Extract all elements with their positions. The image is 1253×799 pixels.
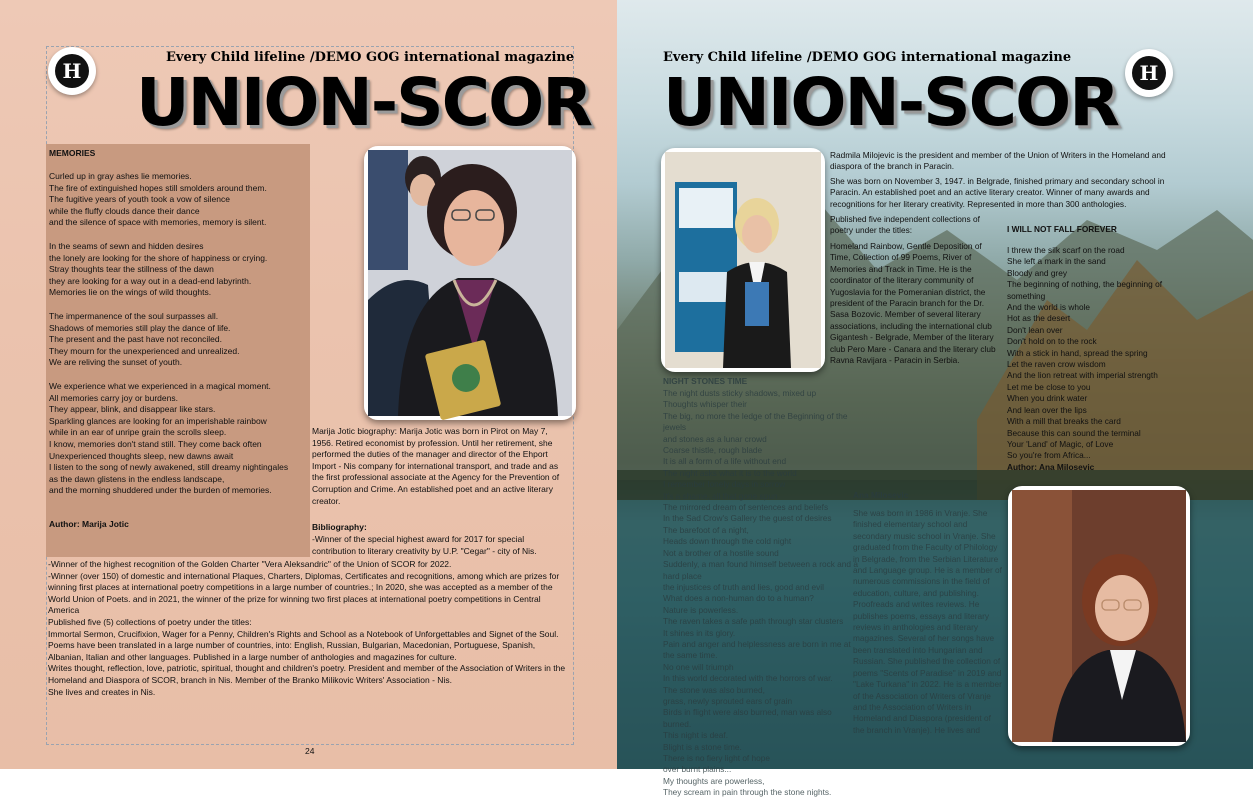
portrait-illustration (1012, 490, 1186, 742)
bibliography-first: -Winner of the special highest award for 2017 for special contribution to literary creativity by U.P. "Cegar" - city of Nis. (312, 534, 537, 556)
poem-lines-right: I threw the silk scarf on the road She left a mark in the sand Bloody and grey The beginning of nothing, the beginning of something And the world is whole Hot as the desert Don't lean over Don't hold on to the rock With a stick in hand, spread the spring Let the raven crow wisdom And the lion retreat with imperial strength Let me be close to you When you drink water And lean over the lips With a mill that breaks the card Because this can sound the terminal Your 'Land' of Magic, of Love So you're from Africa... (1007, 245, 1162, 461)
masthead-title: UNION-SCOR (136, 64, 592, 141)
marija-biography: Marija Jotic biography: Marija Jotic was born in Pirot on May 7, 1956. Retired economist by profession. Until her retirement, she performed the duties of the manager and director of the Ehport Import - Nis company for international transport, and trade and as the first professional associate at the Agency for the Prevention of Corruption and Crime. An established poet and an active literary creator. (312, 426, 560, 506)
bibliography-details: -Winner of the highest recognition of the Golden Charter "Vera Aleksandric" of the Union of SCOR for 2022. -Winner (over 150) of domestic and international Plaques, Charters, Diplomas, Certificates and recognitions, among which are prizes for winning first places at international poetry competitions in a large number of countries.; In 2020, she was accepted as a member of the World Union of Poets. and in 2021, the winner of the prize for winning two first places at international poetry competitions in Central America Published five (5) collections of poetry under the titles: Immortal Sermon, Crucifixion, Wager for a Penny, Children's Rights and School as a Notebook of Unforgettables and Signet of the Soul. Poems have been translated in a large number of countries, into: English, Russian, Bulgarian, Macedonian, Portuguese, Spanish, Albanian, Italian and other languages. Published in a large number of anthologies and magazines for culture. Writes thought, reflection, love, patriotic, spiritual, thought and children's poetry. President and member of the Association of Writers in the Homeland and Diaspora of SCOR, branch in Nis. Member of the Branko Milikovic Writers' Association - Nis. She lives and creates in Nis. (48, 559, 566, 697)
night-stones-poem: The night dusts sticky shadows, mixed up Thoughts whisper their The big, no more the ledge of the Beginning of the jewels and stones as a lunar crowd Coarse thistle, rough blade It is all a form of a life without end The night asks what it is to the world I remember lonely days in sorrow It's a shame, all that gone spun The mirrored dream of sentences and beliefs In the Sad Crow's Gallery the guest of desires The barefoot of a night, Heads down through the cold night Not a brother of a hostile sound Suddenly, a man found himself between a rock and a hard place the injustices of truth and lies, good and evil What does a non-human do to a human? Nature is powerless. The raven takes a safe path through star clusters It shines in its glory. Pain and anger and helplessness are born in me at the same time. No one will triumph In this world decorated with the horrors of war. The stone was also burned, grass, newly sprouted ears of grain Birds in flight were also burned, man was also burned. This night is deaf. Blight is a stone time. There is no fiery light of hope over burnt plains... My thoughts are powerless, They scream in pain through the stone nights. (663, 388, 858, 798)
masthead-title: UNION-SCOR (663, 64, 1119, 141)
poem-box (46, 144, 310, 557)
ana-photo (1008, 486, 1190, 746)
logo-mark: H (1132, 56, 1166, 90)
left-page (0, 0, 617, 769)
radmila-bio-born: She was born on November 3, 1947. in Belgrade, finished primary and secondary school in Paracin. An established poet and an active literary creator. Winner of many awards and recognitions for her literary creativity. Represented in more than 300 anthologies. (830, 176, 1165, 209)
magazine-line: Every Child lifeline /DEMO GOG international magazine (166, 50, 575, 65)
poem-title: MEMORIES (49, 148, 96, 158)
radmila-photo (661, 148, 825, 372)
poem-author-right: Author: Ana Milosevic (1007, 462, 1095, 472)
poem-stanza: In the seams of sewn and hidden desires the lonely are looking for the shore of happiness or crying. Stray thoughts tear the stillness of the dawn they are looking for a way out in a dead-end labyrinth. Memories lie on the wings of wild thoughts. (49, 241, 268, 298)
right-page (617, 0, 1253, 798)
poem-stanza: We experience what we experienced in a magical moment. All memories carry joy or burdens. They appear, blink, and disappear like stars. Sparkling glances are looking for an imperishable rainbow while in an ear of unripe grain the scrolls sleep. I know, memories don't stand still. They come back often Unexperienced thoughts sleep, new dawns await I listen to the song of newly awakened, still dreamy nightingales as the dawn glistens in the endless landscape, and the morning shuddered under the burden of memories. (49, 381, 289, 496)
page-number: 24 (305, 746, 315, 756)
night-stones-title: NIGHT STONES TIME (663, 376, 748, 386)
magazine-line: Every Child lifeline /DEMO GOG international magazine (663, 50, 1072, 65)
magazine-logo (48, 47, 96, 95)
radmila-collections: Homeland Rainbow, Gentle Deposition of Time, Collection of 99 Poems, River of Memories and Track in Time. He is the coordinator of the literary community of Yugoslavia for the Pomeranian district, the president of the Paracin branch for the Dr. Sasa Bozovic. Member of several literary associations, including the international club Gigantesh - Belgrade, Member of the literary club Pero Mare - Canara and the literary club Ravna Ravijara - Paracin in Serbia. (830, 241, 996, 366)
radmila-published: Published five independent collections of poetry under the titles: (830, 214, 980, 236)
logo-mark: H (55, 54, 89, 88)
ana-title: Ana Milosevic (853, 490, 909, 500)
portrait-illustration (368, 150, 572, 416)
poem-author: Author: Marija Jotic (49, 519, 129, 529)
magazine-logo (1125, 49, 1173, 97)
poem-stanza: The impermanence of the soul surpasses all. Shadows of memories still play the dance of life. The present and the past have not reconciled. They mourn for the unexperienced and unrealized. We are reliving the sunset of youth. (49, 311, 240, 368)
poem-stanza: Curled up in gray ashes lie memories. The fire of extinguished hopes still smolders around them. The fugitive years of youth took a vow of silence while the fluffy clouds dance their dance and the silence of space with memories, memory is silent. (49, 171, 267, 228)
poem-title-right: I WILL NOT FALL FOREVER (1007, 224, 1117, 234)
radmila-bio-intro: Radmila Milojevic is the president and member of the Union of Writers in the Homeland and diaspora of the branch in Paracin. (830, 150, 1166, 172)
portrait-illustration (665, 152, 821, 368)
bibliography-title: Bibliography: (312, 522, 367, 532)
marija-photo (364, 146, 576, 420)
ana-bio: She was born in 1986 in Vranje. She finished elementary school and secondary music school in Vranje. She graduated from the Faculty of Philology in Belgrade, from the Serbian Literature and Language group. He is a member of numerous commissions in the field of education, culture, and publishing. Proofreads and writes reviews. He publishes poems, essays and literary reviews in anthologies and literary magazines. Several of her songs have been translated into Hungarian and Russian. She published the collection of poems "Scents of Paradise" in 2019 and "Lake Turkana" in 2022. He is a member of the Association of Writers of Vranje and the Association of Writers in Homeland and Diaspora (president of the branch in Vranje). He lives and (853, 508, 1002, 735)
